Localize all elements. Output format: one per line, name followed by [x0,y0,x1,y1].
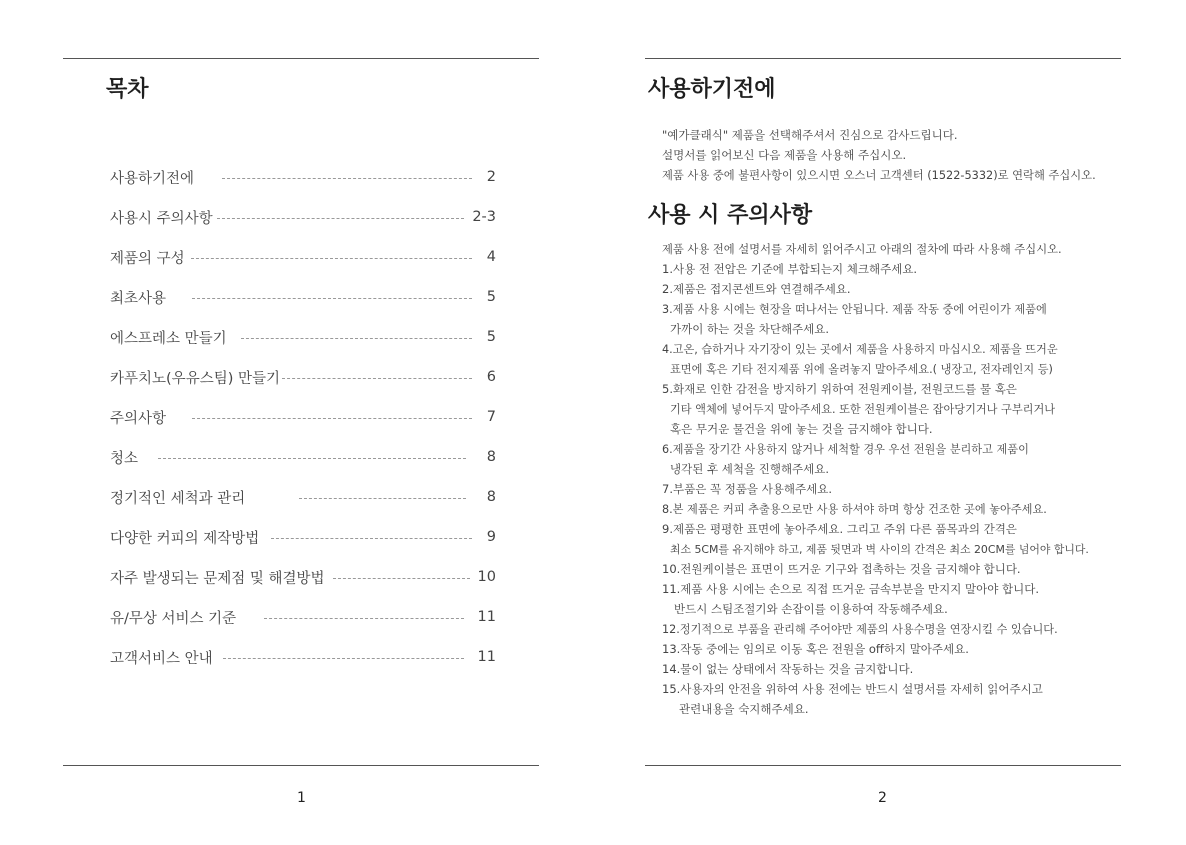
caution-line: 12.정기적으로 부품을 관리해 주어야만 제품의 사용수명을 연장시킬 수 있습니다. [662,623,1058,636]
toc-item[interactable] [110,247,496,267]
caution-line: 10.전원케이블은 표면이 뜨거운 기구와 접촉하는 것을 금지해야 합니다. [662,562,1021,576]
toc-leader [264,618,463,619]
caution-line: 냉각된 후 세척을 진행해주세요. [670,462,830,476]
caution-line: 15.사용자의 안전을 위하여 사용 전에는 반드시 설명서를 자세히 읽어주시고 [662,682,1043,696]
toc-item-page: 8 [486,489,496,505]
caution-line: 반드시 스팀조절기와 손잡이를 이용하여 작동해주세요. [674,602,948,616]
toc-item-page: 4 [486,249,496,265]
caution-line: 4.고온, 습하거나 자기장이 있는 곳에서 제품을 사용하지 마십시오. 제품을 뜨거운 [662,343,1058,356]
toc-item-label: 주의사항 [110,410,167,427]
toc-item-label: 청소 [110,450,139,467]
toc-item[interactable] [110,647,496,667]
toc-item-label: 고객서비스 안내 [110,650,213,667]
toc-item[interactable] [110,167,496,187]
toc-item-label: 사용하기전에 [110,170,195,187]
toc-leader [158,458,466,459]
toc-leader [223,658,464,659]
toc-leader [271,538,472,539]
toc-leader [192,298,472,299]
toc-leader [217,218,465,219]
caution-line: 3.제품 사용 시에는 현장을 떠나서는 안됩니다. 제품 작동 중에 어린이가 제품에 [662,303,1047,316]
right-bottom-rule [645,765,1121,766]
toc-item-label: 다양한 커피의 제작방법 [110,530,260,547]
toc-item-page: 5 [486,289,496,305]
caution-line: 혹은 무거운 물건을 위에 놓는 것을 금지해야 합니다. [670,422,933,436]
toc-leader [192,418,472,419]
caution-line: 관련내용을 숙지해주세요. [679,702,809,716]
toc-item-label: 유/무상 서비스 기준 [110,610,237,627]
caution-line: 제품 사용 전에 설명서를 자세히 읽어주시고 아래의 절차에 따라 사용해 주십시오. [662,243,1062,256]
toc-leader [222,178,472,179]
left-top-rule [63,58,539,59]
toc-item[interactable] [110,607,496,627]
toc-leader [241,338,472,339]
toc-item[interactable] [110,207,496,227]
toc-item-page: 11 [477,649,496,665]
left-page-number: 1 [297,790,306,806]
caution-line: 8.본 제품은 커피 추출용으로만 사용 하셔야 하며 항상 건조한 곳에 놓아주세요. [662,503,1047,516]
caution-line: 13.작동 중에는 임의로 이동 혹은 전원을 off하지 말아주세요. [662,642,969,656]
toc-item-label: 사용시 주의사항 [110,210,213,227]
left-bottom-rule [63,765,539,766]
toc-leader [299,498,466,499]
caution-line: 9.제품은 평평한 표면에 놓아주세요. 그리고 주위 다른 품목과의 간격은 [662,522,1017,536]
toc-item[interactable] [110,567,496,587]
toc-item-page: 10 [477,569,496,585]
caution-line: 기타 액체에 넣어두지 말아주세요. 또한 전원케이블은 잡아당기거나 구부리거나 [670,403,1056,416]
caution-line: 11.제품 사용 시에는 손으로 직접 뜨거운 금속부분을 만지지 말아야 합니다. [662,582,1040,596]
toc-item-page: 9 [486,529,496,545]
toc-item[interactable] [110,287,496,307]
toc-leader [333,578,470,579]
toc-item-label: 자주 발생되는 문제점 및 해결방법 [110,570,325,587]
right-page-number: 2 [878,790,887,806]
toc-item[interactable] [110,447,496,467]
intro-line: 제품 사용 중에 불편사항이 있으시면 오스너 고객센터 (1522-5332)로 연락해 주십시오. [662,169,1096,182]
toc-item-label: 카푸치노(우유스팀) 만들기 [110,370,280,387]
toc-leader [282,378,472,379]
toc-title: 목차 [106,77,149,102]
caution-line: 14.물이 없는 상태에서 작동하는 것을 금지합니다. [662,662,914,676]
caution-line: 최소 5CM를 유지해야 하고, 제품 뒷면과 벽 사이의 간격은 최소 20CM를 넘어야 합니다. [670,543,1089,556]
toc-leader [191,258,472,259]
toc-item-page: 6 [486,369,496,385]
toc-item[interactable] [110,327,496,347]
toc-item-page: 8 [486,449,496,465]
caution-line: 표면에 혹은 기타 전지제품 위에 올려놓지 말아주세요.( 냉장고, 전자레인지 등) [670,363,1053,376]
toc-item[interactable] [110,407,496,427]
caution-section-title: 사용 시 주의사항 [648,203,813,228]
caution-line: 1.사용 전 전압은 기준에 부합되는지 체크해주세요. [662,262,918,276]
toc-item[interactable] [110,527,496,547]
toc-item-page: 11 [477,609,496,625]
toc-item-page: 2-3 [472,209,496,225]
toc-item[interactable] [110,487,496,507]
intro-line: "예가클래식" 제품을 선택해주셔서 진심으로 감사드립니다. [662,128,958,142]
toc-item-label: 에스프레소 만들기 [110,330,227,347]
toc-item[interactable] [110,367,496,387]
toc-item-label: 제품의 구성 [110,250,185,267]
right-top-rule [645,58,1121,59]
intro-line: 설명서를 읽어보신 다음 제품을 사용해 주십시오. [662,148,907,162]
caution-line: 6.제품을 장기간 사용하지 않거나 세척할 경우 우선 전원을 분리하고 제품이 [662,443,1029,456]
caution-line: 가까이 하는 것을 차단해주세요. [670,322,830,336]
caution-line: 2.제품은 접지콘센트와 연결해주세요. [662,282,851,296]
caution-line: 7.부품은 꼭 정품을 사용해주세요. [662,482,833,496]
intro-title: 사용하기전에 [648,77,776,102]
toc-item-label: 최초사용 [110,290,167,307]
toc-item-page: 2 [486,169,496,185]
caution-line: 5.화재로 인한 감전을 방지하기 위하여 전원케이블, 전원코드를 물 혹은 [662,382,1017,396]
toc-item-page: 7 [486,409,496,425]
toc-item-label: 정기적인 세척과 관리 [110,490,246,507]
toc-item-page: 5 [486,329,496,345]
